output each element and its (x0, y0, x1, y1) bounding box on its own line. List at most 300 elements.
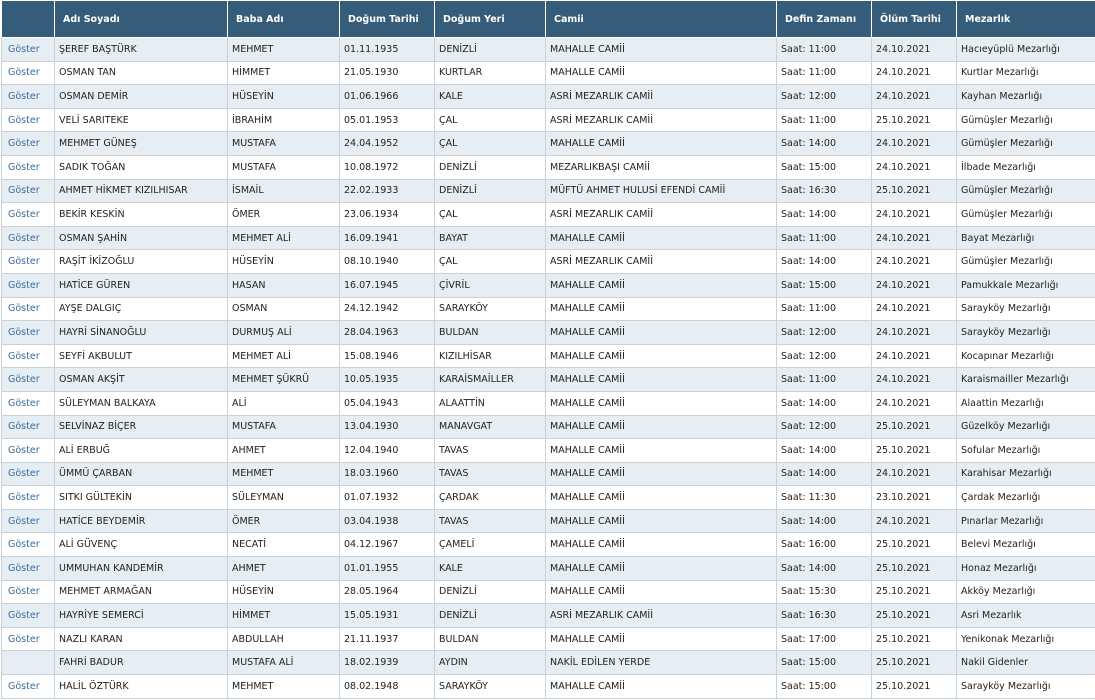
table-row (2, 203, 1095, 227)
cell-death-date: 24.10.2021 (872, 509, 957, 533)
cell-birth-place: BAYAT (435, 226, 546, 250)
cell-birth-date: 01.06.1966 (340, 85, 435, 109)
cell-name: AHMET HİKMET KIZILHISAR (55, 179, 228, 203)
cell-birth-place: ÇAMELİ (435, 533, 546, 557)
cell-mosque: MAHALLE CAMİİ (546, 509, 777, 533)
cell-cemetery: Pamukkale Mezarlığı (957, 273, 1095, 297)
cell-link (2, 61, 55, 85)
show-link[interactable]: Göster (8, 161, 40, 173)
cell-birth-date: 24.04.1952 (340, 132, 435, 156)
show-link[interactable]: Göster (8, 138, 40, 150)
cell-death-date: 25.10.2021 (872, 580, 957, 604)
cell-link (2, 321, 55, 345)
cell-birth-place: BULDAN (435, 321, 546, 345)
show-link[interactable]: Göster (8, 185, 40, 197)
cell-link (2, 557, 55, 581)
cell-burial-time: Saat: 14:00 (777, 391, 872, 415)
cell-burial-time: Saat: 16:30 (777, 604, 872, 628)
cell-birth-date: 15.05.1931 (340, 604, 435, 628)
cell-birth-place: ÇAL (435, 132, 546, 156)
cell-burial-time: Saat: 12:00 (777, 321, 872, 345)
cell-birth-date: 04.12.1967 (340, 533, 435, 557)
cell-death-date: 24.10.2021 (872, 462, 957, 486)
cell-name: UMMUHAN KANDEMİR (55, 557, 228, 581)
cell-death-date: 25.10.2021 (872, 179, 957, 203)
cell-link (2, 651, 55, 675)
cell-birth-date: 08.02.1948 (340, 675, 435, 699)
cell-burial-time: Saat: 14:00 (777, 203, 872, 227)
cell-name: FAHRİ BADUR (55, 651, 228, 675)
table-body (2, 38, 1095, 699)
cell-birth-place: ÇAL (435, 203, 546, 227)
cell-birth-place: KARAİSMAİLLER (435, 368, 546, 392)
cell-cemetery: İlbade Mezarlığı (957, 155, 1095, 179)
cell-father: MUSTAFA (228, 132, 340, 156)
cell-father: HÜSEYİN (228, 250, 340, 274)
cell-death-date: 23.10.2021 (872, 486, 957, 510)
cell-cemetery: Akköy Mezarlığı (957, 580, 1095, 604)
show-link[interactable]: Göster (8, 444, 40, 456)
cell-burial-time: Saat: 11:00 (777, 38, 872, 62)
cell-cemetery: Kayhan Mezarlığı (957, 85, 1095, 109)
cell-birth-date: 21.11.1937 (340, 627, 435, 651)
show-link[interactable]: Göster (8, 256, 40, 268)
cell-death-date: 25.10.2021 (872, 675, 957, 699)
header-cemetery[interactable]: Mezarlık (957, 1, 1095, 38)
cell-death-date: 24.10.2021 (872, 132, 957, 156)
cell-birth-place: KALE (435, 557, 546, 581)
cell-mosque: ASRİ MEZARLIK CAMİİ (546, 108, 777, 132)
cell-mosque: ASRİ MEZARLIK CAMİİ (546, 85, 777, 109)
cell-birth-place: SARAYKÖY (435, 297, 546, 321)
cell-birth-place: TAVAS (435, 439, 546, 463)
cell-mosque: MEZARLIKBAŞI CAMİİ (546, 155, 777, 179)
show-link[interactable]: Göster (8, 562, 40, 574)
cell-cemetery: Kocapınar Mezarlığı (957, 344, 1095, 368)
cell-birth-date: 10.05.1935 (340, 368, 435, 392)
cell-cemetery: Asri Mezarlık (957, 604, 1095, 628)
header-row (2, 1, 1095, 38)
cell-name: HATİCE BEYDEMİR (55, 509, 228, 533)
cell-cemetery: Honaz Mezarlığı (957, 557, 1095, 581)
cell-name: ALİ GÜVENÇ (55, 533, 228, 557)
cell-mosque: MAHALLE CAMİİ (546, 368, 777, 392)
cell-link (2, 415, 55, 439)
cell-birth-date: 05.04.1943 (340, 391, 435, 415)
show-link[interactable]: Göster (8, 208, 40, 220)
header-birth-date[interactable]: Doğum Tarihi (340, 1, 435, 38)
show-link[interactable]: Göster (8, 397, 40, 409)
cell-burial-time: Saat: 14:00 (777, 132, 872, 156)
cell-mosque: NAKİL EDİLEN YERDE (546, 651, 777, 675)
cell-death-date: 25.10.2021 (872, 604, 957, 628)
cell-burial-time: Saat: 16:00 (777, 533, 872, 557)
cell-burial-time: Saat: 14:00 (777, 439, 872, 463)
table-row (2, 155, 1095, 179)
cell-cemetery: Belevi Mezarlığı (957, 533, 1095, 557)
cell-name: BEKİR KESKİN (55, 203, 228, 227)
cell-father: DURMUŞ ALİ (228, 321, 340, 345)
cell-birth-place: TAVAS (435, 509, 546, 533)
show-link[interactable]: Göster (8, 90, 40, 102)
cell-birth-place: KURTLAR (435, 61, 546, 85)
cell-father: AHMET (228, 557, 340, 581)
cell-name: ALİ ERBUĞ (55, 439, 228, 463)
cell-father: HÜSEYİN (228, 85, 340, 109)
cell-name: MEHMET GÜNEŞ (55, 132, 228, 156)
cell-birth-date: 12.04.1940 (340, 439, 435, 463)
cell-burial-time: Saat: 12:00 (777, 415, 872, 439)
cell-father: İSMAİL (228, 179, 340, 203)
cell-cemetery: Karahisar Mezarlığı (957, 462, 1095, 486)
cell-birth-place: DENİZLİ (435, 179, 546, 203)
table-row (2, 344, 1095, 368)
table-row (2, 415, 1095, 439)
table-row (2, 486, 1095, 510)
obituary-table (1, 0, 1095, 699)
cell-birth-date: 21.05.1930 (340, 61, 435, 85)
cell-cemetery: Kurtlar Mezarlığı (957, 61, 1095, 85)
cell-mosque: MAHALLE CAMİİ (546, 486, 777, 510)
cell-name: SITKI GÜLTEKİN (55, 486, 228, 510)
table-row (2, 132, 1095, 156)
cell-name: OSMAN ŞAHİN (55, 226, 228, 250)
cell-birth-date: 15.08.1946 (340, 344, 435, 368)
cell-mosque: MAHALLE CAMİİ (546, 297, 777, 321)
cell-burial-time: Saat: 11:00 (777, 297, 872, 321)
cell-burial-time: Saat: 12:00 (777, 85, 872, 109)
cell-death-date: 25.10.2021 (872, 108, 957, 132)
cell-father: ALİ (228, 391, 340, 415)
cell-cemetery: Nakil Gidenler (957, 651, 1095, 675)
show-link[interactable]: Göster (8, 279, 40, 291)
show-link[interactable]: Göster (8, 633, 40, 645)
cell-birth-place: DENİZLİ (435, 38, 546, 62)
cell-birth-date: 01.01.1955 (340, 557, 435, 581)
cell-birth-place: TAVAS (435, 462, 546, 486)
show-link[interactable]: Göster (8, 326, 40, 338)
show-link[interactable]: Göster (8, 350, 40, 362)
cell-link (2, 344, 55, 368)
cell-link (2, 486, 55, 510)
cell-father: ABDULLAH (228, 627, 340, 651)
table-row (2, 627, 1095, 651)
cell-father: HİMMET (228, 61, 340, 85)
cell-father: OSMAN (228, 297, 340, 321)
cell-cemetery: Yenikonak Mezarlığı (957, 627, 1095, 651)
cell-birth-place: BULDAN (435, 627, 546, 651)
show-link[interactable]: Göster (8, 468, 40, 480)
header-link (2, 1, 55, 38)
cell-birth-date: 01.11.1935 (340, 38, 435, 62)
cell-link (2, 627, 55, 651)
cell-name: OSMAN AKŞİT (55, 368, 228, 392)
cell-father: MEHMET ALİ (228, 226, 340, 250)
cell-birth-date: 16.07.1945 (340, 273, 435, 297)
cell-name: ŞEREF BAŞTÜRK (55, 38, 228, 62)
cell-burial-time: Saat: 11:30 (777, 486, 872, 510)
table-row (2, 439, 1095, 463)
cell-death-date: 25.10.2021 (872, 627, 957, 651)
cell-burial-time: Saat: 15:00 (777, 651, 872, 675)
cell-cemetery: Gümüşler Mezarlığı (957, 203, 1095, 227)
cell-father: MUSTAFA (228, 415, 340, 439)
cell-death-date: 24.10.2021 (872, 391, 957, 415)
cell-name: SADIK TOĞAN (55, 155, 228, 179)
cell-cemetery: Gümüşler Mezarlığı (957, 132, 1095, 156)
cell-father: MUSTAFA (228, 155, 340, 179)
cell-mosque: MAHALLE CAMİİ (546, 627, 777, 651)
cell-birth-date: 08.10.1940 (340, 250, 435, 274)
cell-birth-date: 05.01.1953 (340, 108, 435, 132)
show-link[interactable]: Göster (8, 515, 40, 527)
table-row (2, 651, 1095, 675)
cell-death-date: 24.10.2021 (872, 61, 957, 85)
cell-burial-time: Saat: 15:00 (777, 273, 872, 297)
cell-link (2, 604, 55, 628)
cell-death-date: 24.10.2021 (872, 155, 957, 179)
cell-mosque: MÜFTÜ AHMET HULUSİ EFENDİ CAMİİ (546, 179, 777, 203)
cell-cemetery: Hacıeyüplü Mezarlığı (957, 38, 1095, 62)
cell-mosque: MAHALLE CAMİİ (546, 439, 777, 463)
cell-name: OSMAN TAN (55, 61, 228, 85)
cell-death-date: 24.10.2021 (872, 203, 957, 227)
cell-burial-time: Saat: 14:00 (777, 557, 872, 581)
cell-burial-time: Saat: 12:00 (777, 344, 872, 368)
cell-birth-place: ÇAL (435, 108, 546, 132)
cell-name: MEHMET ARMAĞAN (55, 580, 228, 604)
cell-link (2, 273, 55, 297)
cell-father: ÖMER (228, 509, 340, 533)
cell-name: AYŞE DALGIÇ (55, 297, 228, 321)
table-row (2, 462, 1095, 486)
cell-birth-place: DENİZLİ (435, 580, 546, 604)
cell-name: HALİL ÖZTÜRK (55, 675, 228, 699)
cell-burial-time: Saat: 15:30 (777, 580, 872, 604)
cell-birth-place: DENİZLİ (435, 604, 546, 628)
table-row (2, 61, 1095, 85)
cell-father: AHMET (228, 439, 340, 463)
cell-mosque: MAHALLE CAMİİ (546, 273, 777, 297)
table-row (2, 604, 1095, 628)
cell-burial-time: Saat: 14:00 (777, 462, 872, 486)
cell-name: HAYRİYE SEMERCİ (55, 604, 228, 628)
cell-mosque: ASRİ MEZARLIK CAMİİ (546, 203, 777, 227)
cell-link (2, 203, 55, 227)
cell-cemetery: Alaattin Mezarlığı (957, 391, 1095, 415)
cell-mosque: MAHALLE CAMİİ (546, 38, 777, 62)
show-link[interactable]: Göster (8, 421, 40, 433)
cell-father: HASAN (228, 273, 340, 297)
cell-cemetery: Gümüşler Mezarlığı (957, 250, 1095, 274)
table-row (2, 38, 1095, 62)
cell-birth-date: 18.03.1960 (340, 462, 435, 486)
cell-birth-date: 28.05.1964 (340, 580, 435, 604)
cell-birth-date: 01.07.1932 (340, 486, 435, 510)
cell-link (2, 132, 55, 156)
cell-cemetery: Karaismailler Mezarlığı (957, 368, 1095, 392)
cell-link (2, 675, 55, 699)
cell-father: HÜSEYİN (228, 580, 340, 604)
cell-birth-date: 24.12.1942 (340, 297, 435, 321)
cell-cemetery: Sofular Mezarlığı (957, 439, 1095, 463)
show-link[interactable]: Göster (8, 303, 40, 315)
cell-birth-place: KIZILHİSAR (435, 344, 546, 368)
cell-cemetery: Sarayköy Mezarlığı (957, 675, 1095, 699)
show-link[interactable]: Göster (8, 232, 40, 244)
cell-mosque: MAHALLE CAMİİ (546, 226, 777, 250)
cell-burial-time: Saat: 14:00 (777, 250, 872, 274)
cell-link (2, 533, 55, 557)
table-row (2, 273, 1095, 297)
cell-death-date: 24.10.2021 (872, 321, 957, 345)
cell-burial-time: Saat: 15:00 (777, 155, 872, 179)
show-link[interactable]: Göster (8, 492, 40, 504)
cell-birth-date: 23.06.1934 (340, 203, 435, 227)
cell-cemetery: Pınarlar Mezarlığı (957, 509, 1095, 533)
cell-birth-place: SARAYKÖY (435, 675, 546, 699)
header-father[interactable]: Baba Adı (228, 1, 340, 38)
cell-link (2, 297, 55, 321)
cell-death-date: 24.10.2021 (872, 38, 957, 62)
cell-father: MUSTAFA ALİ (228, 651, 340, 675)
cell-cemetery: Güzelköy Mezarlığı (957, 415, 1095, 439)
cell-mosque: MAHALLE CAMİİ (546, 391, 777, 415)
table-row (2, 250, 1095, 274)
cell-name: SÜLEYMAN BALKAYA (55, 391, 228, 415)
show-link[interactable]: Göster (8, 43, 40, 55)
cell-link (2, 462, 55, 486)
cell-mosque: MAHALLE CAMİİ (546, 344, 777, 368)
cell-name: OSMAN DEMİR (55, 85, 228, 109)
cell-name: SELVİNAZ BİÇER (55, 415, 228, 439)
cell-death-date: 24.10.2021 (872, 273, 957, 297)
cell-link (2, 155, 55, 179)
cell-mosque: MAHALLE CAMİİ (546, 462, 777, 486)
cell-death-date: 24.10.2021 (872, 297, 957, 321)
cell-father: MEHMET ALİ (228, 344, 340, 368)
show-link[interactable]: Göster (8, 374, 40, 386)
show-link[interactable]: Göster (8, 67, 40, 79)
table-row (2, 557, 1095, 581)
cell-link (2, 368, 55, 392)
cell-birth-date: 22.02.1933 (340, 179, 435, 203)
cell-birth-place: MANAVGAT (435, 415, 546, 439)
cell-cemetery: Gümüşler Mezarlığı (957, 108, 1095, 132)
cell-name: NAZLI KARAN (55, 627, 228, 651)
cell-mosque: MAHALLE CAMİİ (546, 580, 777, 604)
cell-burial-time: Saat: 11:00 (777, 226, 872, 250)
header-mosque[interactable]: Camii (546, 1, 777, 38)
cell-link (2, 179, 55, 203)
table-row (2, 108, 1095, 132)
cell-name: SEYFİ AKBULUT (55, 344, 228, 368)
cell-birth-place: ÇİVRİL (435, 273, 546, 297)
cell-birth-date: 18.02.1939 (340, 651, 435, 675)
cell-birth-date: 13.04.1930 (340, 415, 435, 439)
cell-cemetery: Sarayköy Mezarlığı (957, 297, 1095, 321)
table-row (2, 226, 1095, 250)
cell-father: NECATİ (228, 533, 340, 557)
cell-burial-time: Saat: 17:00 (777, 627, 872, 651)
cell-death-date: 25.10.2021 (872, 651, 957, 675)
cell-birth-place: KALE (435, 85, 546, 109)
cell-birth-date: 03.04.1938 (340, 509, 435, 533)
cell-link (2, 38, 55, 62)
cell-death-date: 25.10.2021 (872, 415, 957, 439)
cell-name: ÜMMÜ ÇARBAN (55, 462, 228, 486)
cell-link (2, 509, 55, 533)
cell-link (2, 85, 55, 109)
cell-death-date: 24.10.2021 (872, 344, 957, 368)
cell-cemetery: Bayat Mezarlığı (957, 226, 1095, 250)
table-row (2, 533, 1095, 557)
table-row (2, 85, 1095, 109)
cell-name: VELİ SARITEKE (55, 108, 228, 132)
cell-birth-date: 10.08.1972 (340, 155, 435, 179)
cell-birth-place: ÇAL (435, 250, 546, 274)
cell-death-date: 25.10.2021 (872, 533, 957, 557)
table-header (2, 1, 1095, 38)
cell-burial-time: Saat: 15:00 (777, 675, 872, 699)
cell-burial-time: Saat: 11:00 (777, 61, 872, 85)
show-link[interactable]: Göster (8, 680, 40, 692)
header-death-date[interactable]: Ölüm Tarihi (872, 1, 957, 38)
show-link[interactable]: Göster (8, 114, 40, 126)
cell-burial-time: Saat: 11:00 (777, 368, 872, 392)
cell-father: MEHMET (228, 675, 340, 699)
cell-death-date: 24.10.2021 (872, 85, 957, 109)
cell-mosque: MAHALLE CAMİİ (546, 557, 777, 581)
cell-mosque: MAHALLE CAMİİ (546, 132, 777, 156)
cell-birth-date: 28.04.1963 (340, 321, 435, 345)
cell-link (2, 108, 55, 132)
header-birth-place[interactable]: Doğum Yeri (435, 1, 546, 38)
cell-cemetery: Sarayköy Mezarlığı (957, 321, 1095, 345)
cell-name: HAYRİ SİNANOĞLU (55, 321, 228, 345)
table-row (2, 675, 1095, 699)
cell-father: ÖMER (228, 203, 340, 227)
table-row (2, 580, 1095, 604)
header-name[interactable]: Adı Soyadı (55, 1, 228, 38)
table-row (2, 391, 1095, 415)
cell-link (2, 580, 55, 604)
cell-cemetery: Çardak Mezarlığı (957, 486, 1095, 510)
table-row (2, 368, 1095, 392)
table-row (2, 297, 1095, 321)
show-link[interactable]: Göster (8, 586, 40, 598)
cell-father: MEHMET ŞÜKRÜ (228, 368, 340, 392)
cell-burial-time: Saat: 14:00 (777, 509, 872, 533)
cell-birth-date: 16.09.1941 (340, 226, 435, 250)
show-link[interactable]: Göster (8, 610, 40, 622)
cell-father: HİMMET (228, 604, 340, 628)
cell-death-date: 24.10.2021 (872, 226, 957, 250)
cell-mosque: MAHALLE CAMİİ (546, 415, 777, 439)
cell-birth-place: ALAATTİN (435, 391, 546, 415)
cell-cemetery: Gümüşler Mezarlığı (957, 179, 1095, 203)
cell-mosque: MAHALLE CAMİİ (546, 321, 777, 345)
cell-father: SÜLEYMAN (228, 486, 340, 510)
cell-burial-time: Saat: 16:30 (777, 179, 872, 203)
cell-birth-place: AYDIN (435, 651, 546, 675)
cell-father: MEHMET (228, 38, 340, 62)
header-burial-time[interactable]: Defin Zamanı (777, 1, 872, 38)
cell-name: RAŞİT İKİZOĞLU (55, 250, 228, 274)
cell-birth-place: ÇARDAK (435, 486, 546, 510)
show-link[interactable]: Göster (8, 539, 40, 551)
table-row (2, 509, 1095, 533)
